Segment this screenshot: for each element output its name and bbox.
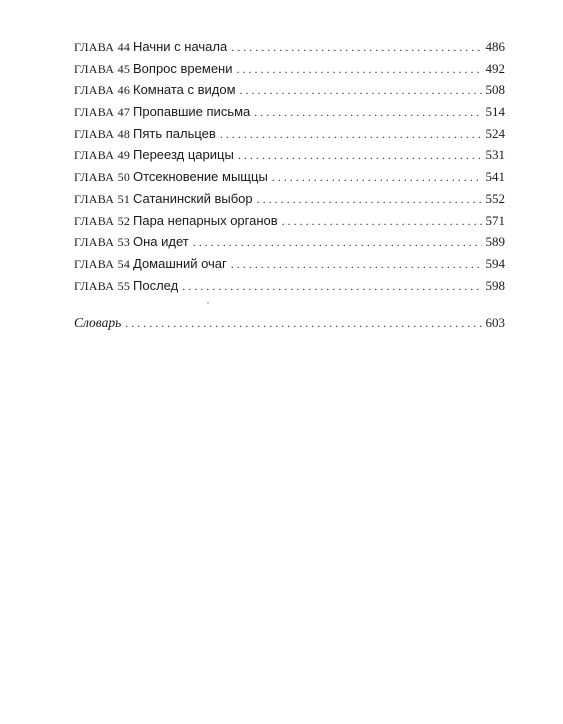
chapter-number: 50: [117, 170, 131, 185]
page-number: 514: [485, 104, 505, 120]
page-number: 492: [485, 60, 505, 76]
page-number: 552: [485, 190, 505, 206]
chapter-word: ГЛАВА: [74, 170, 115, 185]
chapter-label: [74, 102, 133, 124]
chapter-title: Послед: [133, 277, 179, 293]
dot-leader: [282, 211, 482, 233]
chapter-number: 54: [117, 256, 131, 271]
chapter-title: Начни с начала: [133, 39, 228, 54]
chapter-word: ГЛАВА: [74, 148, 115, 163]
chapter-label: [74, 189, 133, 211]
chapter-word: ГЛАВА: [74, 256, 115, 271]
page-number: 598: [485, 277, 505, 293]
toc-entry[interactable]: [74, 36, 505, 58]
toc-entry[interactable]: [74, 210, 505, 232]
dot-leader: [220, 124, 482, 146]
print-speck: [207, 302, 209, 304]
glossary-title: Словарь: [74, 315, 122, 330]
chapter-label: [74, 124, 133, 146]
page-number: 508: [485, 82, 505, 98]
dot-leader: [231, 37, 481, 59]
chapter-title: Переезд царицы: [133, 147, 234, 163]
chapter-number: 52: [117, 213, 131, 228]
dot-leader: [237, 59, 482, 81]
dot-leader: [257, 189, 482, 211]
page-number: 589: [485, 234, 505, 250]
toc-entry[interactable]: [74, 253, 505, 275]
chapter-number: 49: [117, 148, 131, 163]
page-number: 594: [485, 255, 505, 271]
chapter-title: Домашний очаг: [133, 255, 227, 271]
toc-entry[interactable]: [74, 166, 505, 188]
chapter-title: Вопрос времени: [133, 60, 233, 76]
chapter-label: [74, 254, 133, 276]
toc-entry[interactable]: [74, 275, 505, 297]
dot-leader: [231, 254, 482, 276]
chapter-number: 45: [117, 61, 131, 76]
chapter-word: ГЛАВА: [74, 213, 115, 228]
chapter-number: 51: [117, 191, 131, 206]
chapter-title: Сатанинский выбор: [133, 190, 253, 206]
dot-leader: [182, 276, 481, 298]
chapter-word: ГЛАВА: [74, 83, 115, 98]
chapter-label: [74, 276, 133, 298]
chapter-number: 55: [117, 278, 131, 293]
chapter-title: Комната с видом: [133, 82, 236, 98]
toc-entry[interactable]: [74, 79, 505, 101]
chapter-label: [74, 211, 133, 233]
chapter-word: ГЛАВА: [74, 235, 115, 250]
chapter-number: 44: [117, 40, 131, 54]
dot-leader: [125, 311, 481, 335]
page-number: 524: [485, 125, 505, 141]
chapter-title: Пять пальцев: [133, 125, 216, 141]
dot-leader: [240, 80, 482, 102]
chapter-word: ГЛАВА: [74, 105, 115, 120]
table-of-contents: [74, 36, 505, 296]
chapter-word: ГЛАВА: [74, 40, 115, 54]
chapter-number: 53: [117, 235, 131, 250]
chapter-number: 47: [117, 105, 131, 120]
toc-entry[interactable]: [74, 188, 505, 210]
page-number: 531: [485, 147, 505, 163]
page-number: 603: [485, 315, 505, 330]
dot-leader: [238, 145, 482, 167]
toc-entry[interactable]: [74, 101, 505, 123]
chapter-number: 46: [117, 83, 131, 98]
chapter-title: Она идет: [133, 234, 189, 250]
toc-entry[interactable]: [74, 58, 505, 80]
chapter-label: [74, 80, 133, 102]
chapter-word: ГЛАВА: [74, 278, 115, 293]
page-number: 571: [485, 212, 505, 228]
dot-leader: [254, 102, 481, 124]
dot-leader: [193, 232, 482, 254]
chapter-word: ГЛАВА: [74, 126, 115, 141]
toc-entry[interactable]: [74, 123, 505, 145]
chapter-label: [74, 59, 133, 81]
chapter-label: [74, 232, 133, 254]
toc-entry[interactable]: [74, 231, 505, 253]
toc-entry[interactable]: [74, 144, 505, 166]
glossary-entry[interactable]: [74, 311, 505, 335]
chapter-title: Пропавшие письма: [133, 104, 251, 120]
chapter-word: ГЛАВА: [74, 191, 115, 206]
chapter-title: Пара непарных органов: [133, 212, 278, 228]
chapter-word: ГЛАВА: [74, 61, 115, 76]
chapter-label: [74, 37, 133, 59]
chapter-label: [74, 167, 133, 189]
page-number: 541: [485, 169, 505, 185]
chapter-label: [74, 145, 133, 167]
chapter-title: Отсекновение мыщцы: [133, 169, 268, 185]
chapter-number: 48: [117, 126, 131, 141]
page-number: 486: [485, 39, 505, 54]
dot-leader: [272, 167, 482, 189]
